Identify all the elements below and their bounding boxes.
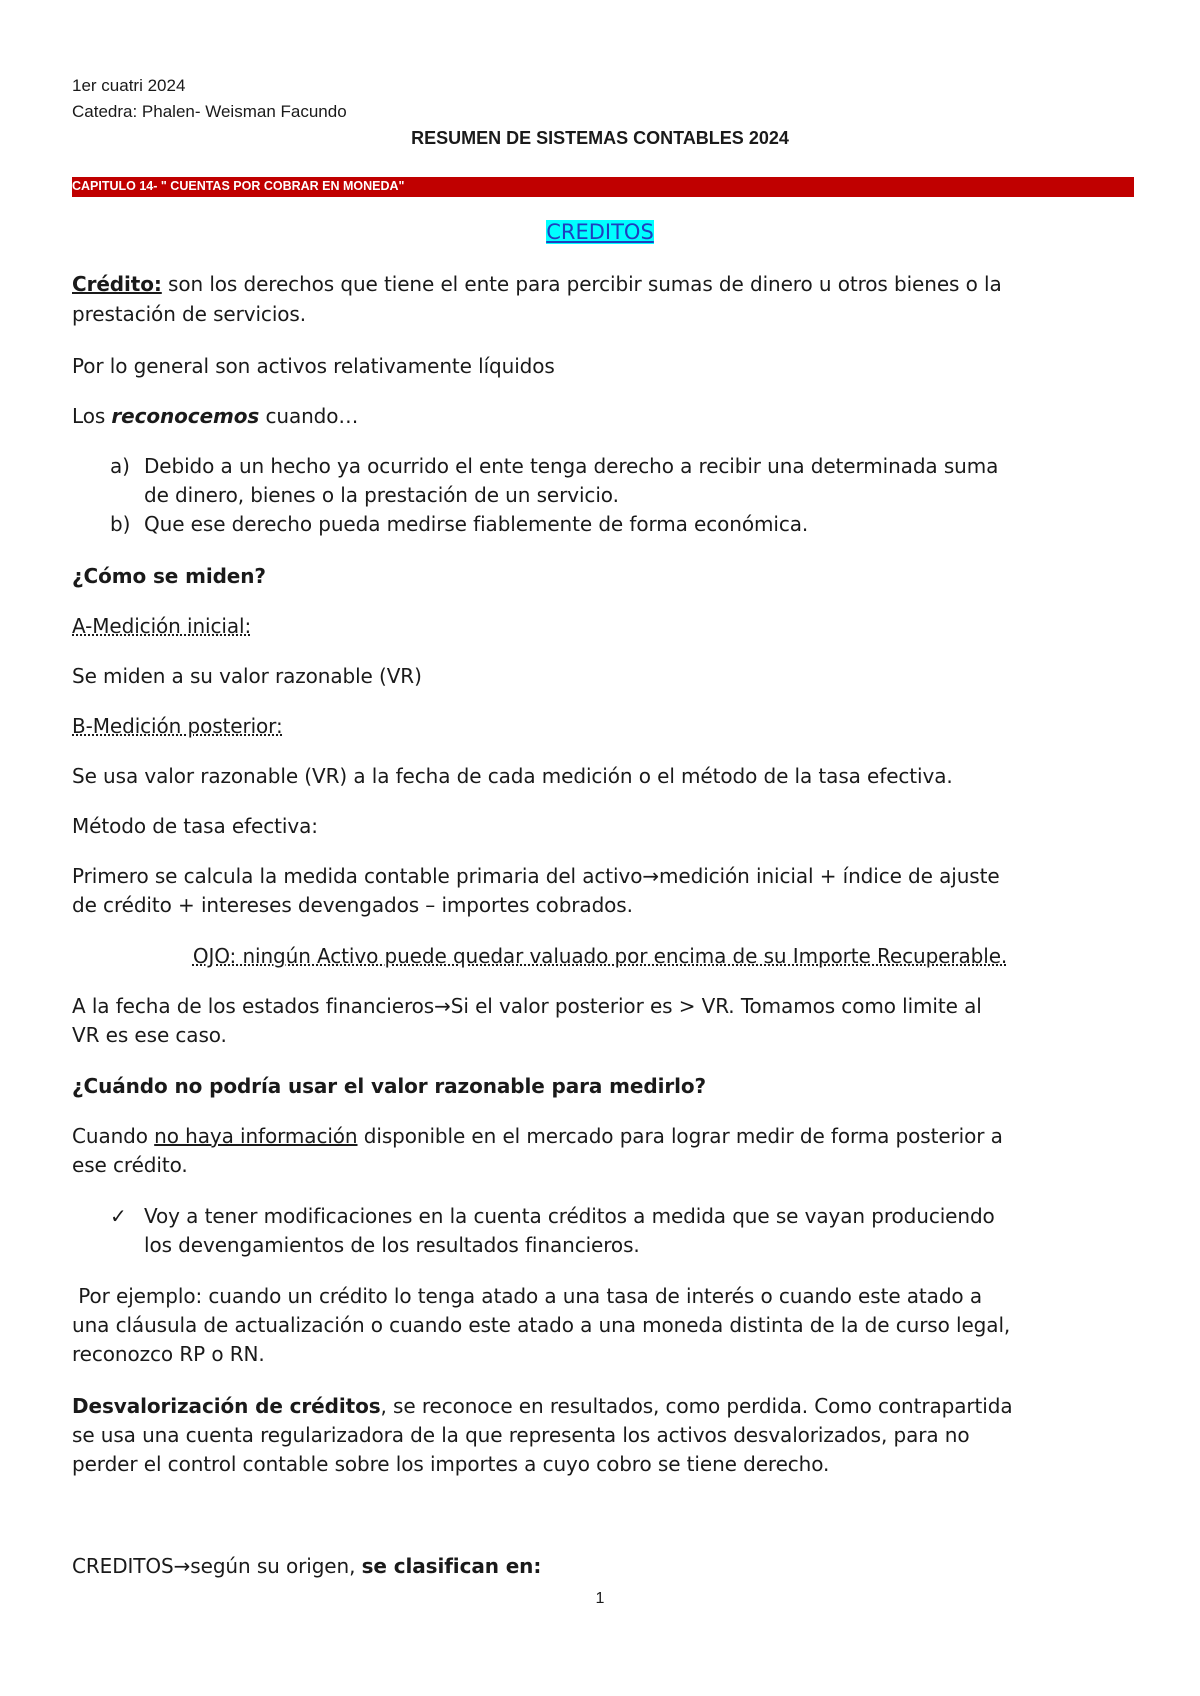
list-b-line1: Que ese derecho pueda medirse fiablemente de forma económica. [144, 512, 809, 536]
paragraph-desval-line2: se usa una cuenta regularizadora de la que representa los activos desvalorizados, para no [72, 1423, 970, 1447]
paragraph-ejemplo-line1: Por ejemplo: cuando un crédito lo tenga atado a una tasa de interés o cuando este atado a [72, 1284, 982, 1308]
credito-definition: son los derechos que tiene el ente para percibir sumas de dinero u otros bienes o la [161, 272, 1002, 296]
list-item [110, 1202, 1134, 1262]
chapter-label: CAPITULO 14- " CUENTAS POR COBRAR EN MONEDA" [72, 179, 405, 193]
chapter-banner [72, 177, 1134, 197]
paragraph-primero-line1: Primero se calcula la medida contable primaria del activo→medición inicial + índice de ajuste [72, 864, 1000, 888]
paragraph-primero-line2: de crédito + intereses devengados – importes cobrados. [72, 893, 633, 917]
document-title: RESUMEN DE SISTEMAS CONTABLES 2024 [411, 128, 789, 148]
check-line1: Voy a tener modificaciones en la cuenta créditos a medida que se vayan produciendo [144, 1204, 995, 1228]
header-catedra: Catedra: Phalen- Weisman Facundo [72, 102, 347, 121]
section-heading-text: CREDITOS [546, 220, 654, 244]
cuando-pre: Cuando [72, 1124, 155, 1148]
creditos-bold: se clasifican en: [361, 1554, 542, 1578]
note-ojo: OJO: ningún Activo puede quedar valuado por encima de su Importe Recuperable. [192, 944, 1008, 968]
heading-como-miden: ¿Cómo se miden? [72, 564, 266, 588]
paragraph-usa-vr: Se usa valor razonable (VR) a la fecha de cada medición o el método de la tasa efectiva. [72, 764, 953, 788]
list-a-line1: Debido a un hecho ya ocurrido el ente tenga derecho a recibir una determinada suma [144, 454, 999, 478]
paragraph-cuando-line1 [72, 1122, 1134, 1151]
reconocemos-pre: Los [72, 404, 112, 428]
checkmark-icon: ✓ [110, 1204, 127, 1228]
cuando-post: disponible en el mercado para lograr medir de forma posterior a [357, 1124, 1003, 1148]
reconocemos-post: cuando… [259, 404, 359, 428]
paragraph-fecha-line2: VR es ese caso. [72, 1023, 227, 1047]
section-heading [0, 220, 1200, 244]
check-line2: los devengamientos de los resultados financieros. [144, 1233, 640, 1257]
paragraph-ejemplo-line2: una cláusula de actualización o cuando este atado a una moneda distinta de la de curso legal, [72, 1313, 1011, 1337]
paragraph-fecha-line1: A la fecha de los estados financieros→Si el valor posterior es > VR. Tomamos como limite al [72, 994, 982, 1018]
header-term: 1er cuatri 2024 [72, 76, 186, 95]
paragraph-metodo-tasa: Método de tasa efectiva: [72, 814, 318, 838]
creditos-pre: CREDITOS→según su origen, [72, 1554, 362, 1578]
reconocemos-term: reconocemos [111, 404, 260, 428]
paragraph-credito-line1 [72, 270, 1134, 299]
paragraph-ejemplo-line3: reconozco RP o RN. [72, 1342, 265, 1366]
heading-medicion-posterior: B-Medición posterior: [72, 714, 283, 738]
medicion-posterior-wrap [72, 712, 1134, 741]
cuando-underlined: no haya información [154, 1124, 358, 1148]
list-item [110, 452, 1134, 512]
heading-cuando-no: ¿Cuándo no podría usar el valor razonable para medirlo? [72, 1074, 707, 1098]
paragraph-desval-line3: perder el control contable sobre los importes a cuyo cobro se tiene derecho. [72, 1452, 830, 1476]
list-marker-b: b) [110, 512, 131, 536]
credito-term: Crédito: [72, 272, 162, 296]
paragraph-cuando-line2: ese crédito. [72, 1153, 188, 1177]
desval-term: Desvalorización de créditos [72, 1394, 381, 1418]
paragraph-valor-razonable: Se miden a su valor razonable (VR) [72, 664, 422, 688]
page-number: 1 [595, 1590, 605, 1607]
desval-text: , se reconoce en resultados, como perdida. Como contrapartida [380, 1394, 1013, 1418]
paragraph-desval-line1 [72, 1392, 1134, 1421]
paragraph-liquidos: Por lo general son activos relativamente líquidos [72, 354, 555, 378]
paragraph-reconocemos [72, 402, 1134, 431]
paragraph-creditos-clasifican [72, 1552, 1134, 1581]
note-ojo-wrap [0, 942, 1200, 971]
list-marker-a: a) [110, 454, 130, 478]
paragraph-credito-line2: prestación de servicios. [72, 302, 306, 326]
heading-medicion-inicial: A-Medición inicial: [72, 614, 252, 638]
list-item [110, 510, 1134, 540]
list-a-line2: de dinero, bienes o la prestación de un servicio. [144, 483, 619, 507]
medicion-inicial-wrap [72, 612, 1134, 641]
